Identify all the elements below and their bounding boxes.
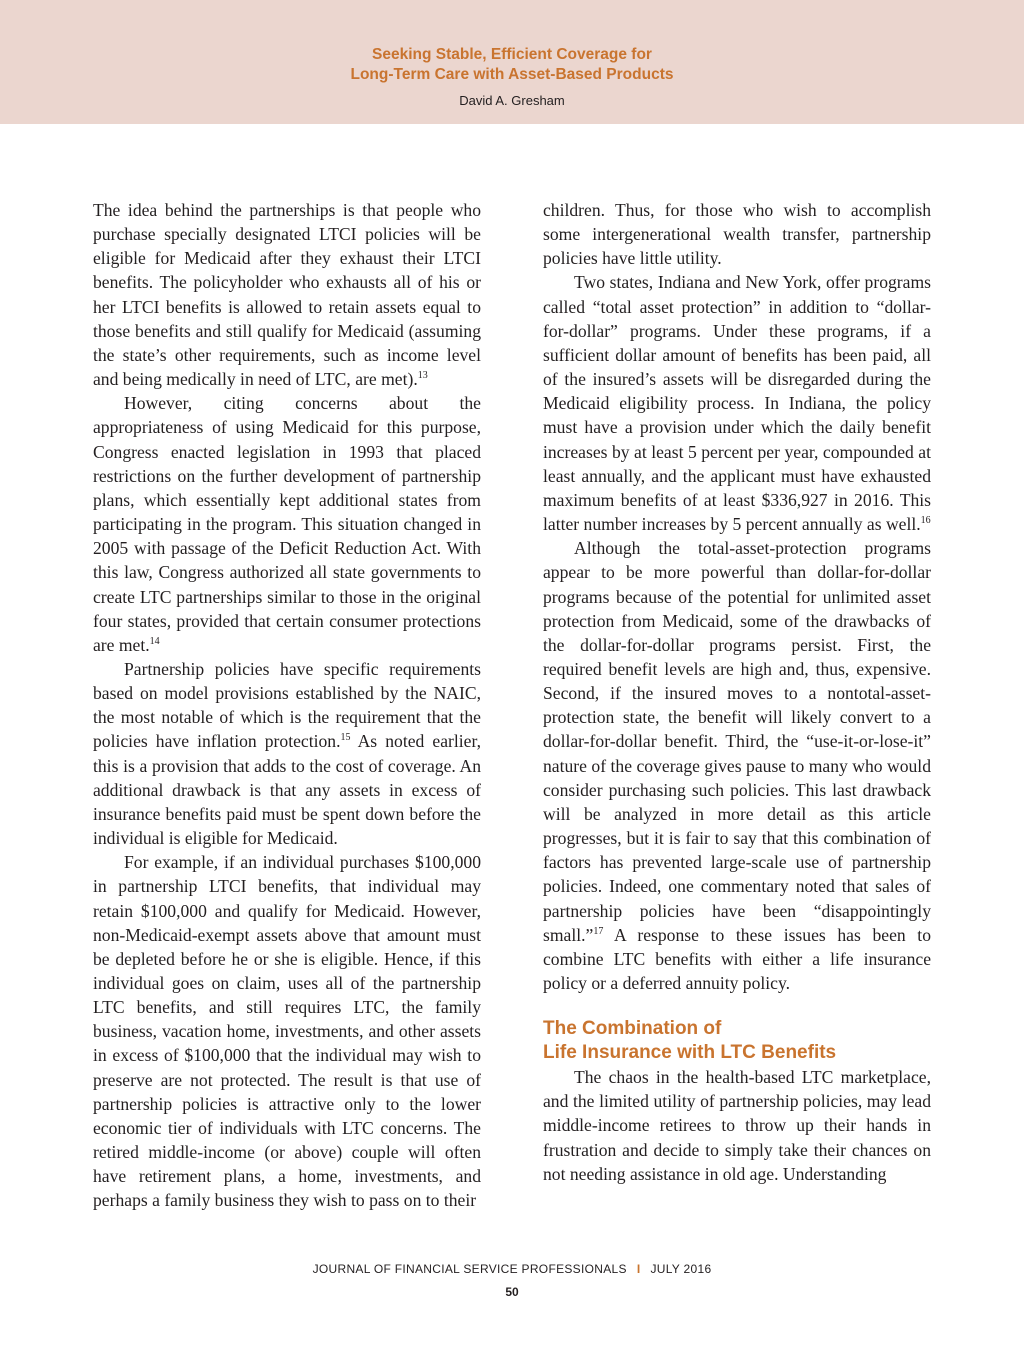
paragraph: Partnership policies have specific requirements based on model provisions established by the NAIC, the most notable of which is the requirement that the policies have inflation protection.$^{15}$ As noted earlier, this is a provision that adds to the cost of coverage. An additional drawback is that any assets in excess of insurance benefits paid must be spent down before the individual is eligible for Medicaid. — [93, 658, 482, 849]
footnote-ref: 17 — [593, 925, 604, 937]
article-header — [0, 0, 1024, 124]
section-heading-line-1: The Combination of — [543, 1018, 722, 1040]
paragraph: Although the total-asset-protection programs appear to be more powerful than dollar-for-dollar programs because of the potential for unlimited asset protection from Medicaid, some of the drawbacks of the dollar-for-dollar programs persist. First, the required benefit levels are high and, thus, expensive. Second, if the insured moves to a nontotal-asset-protection state, the benefit will likely convert to a dollar-for-dollar benefit. Third, the “use-it-or-lose-it” nature of the coverage gives pause to many who would consider purchasing such policies. This last drawback will be analyzed in more detail as this article progresses, but it is fair to say that this combination of factors has prevented large-scale use of partnership policies. Indeed, one commentary noted that sales of partnership policies have been “disappointingly small.”$^{17}$ A response to these issues has been to combine LTC benefits with either a life insurance policy or a deferred annuity policy. — [543, 538, 931, 993]
article-title-line-1: Seeking Stable, Efficient Coverage for — [372, 46, 652, 63]
paragraph: Two states, Indiana and New York, offer programs called “total asset protection” in addition to “dollar-for-dollar” programs. Under these programs, if a sufficient dollar amount of benefits has been paid, all of the insured’s assets will be disregarded during the Medicaid eligibility process. In Indiana, the policy must have a provision under which the daily benefit increases by at least 5 percent per year, compounded at least annually, and the applicant must have exhausted maximum benefits of at least $336,927 in 2016. This latter number increases by 5 percent annually as well.$^{16}$ — [543, 272, 931, 535]
article-title — [0, 45, 1024, 85]
footnote-ref: 15 — [340, 732, 351, 744]
page-number: 50 — [505, 1285, 519, 1299]
right-column — [543, 198, 931, 1186]
left-column — [93, 198, 481, 1213]
section-heading-line-2: Life Insurance with LTC Benefits — [543, 1042, 837, 1064]
paragraph: The chaos in the health-based LTC marketplace, and the limited utility of partnership policies, may lead middle-income retirees to throw up their hands in frustration and decide to simply take their chances on not needing assistance in old age. Understanding — [543, 1067, 931, 1184]
footnote-ref: 16 — [920, 515, 931, 527]
page-footer — [0, 1262, 1024, 1276]
paragraph: The idea behind the partnerships is that people who purchase specially designated LTCI policies will be eligible for Medicaid after they exhaust their LTCI benefits. The policyholder who exhausts all of his or her LTCI benefits is allowed to retain assets equal to those benefits and still qualify for Medicaid (assuming the state’s other requirements, such as income level and being medically in need of LTC, are met).$^{13}$ — [93, 200, 481, 390]
article-author: David A. Gresham — [459, 93, 565, 108]
footnote-ref: 13 — [417, 370, 428, 382]
paragraph: children. Thus, for those who wish to accomplish some intergenerational wealth transfer, partnership policies have little utility. — [543, 200, 931, 269]
paragraph: For example, if an individual purchases $100,000 in partnership LTCI benefits, that individual may retain $100,000 and qualify for Medicaid. However, non-Medicaid-exempt assets above that amount must be depleted before he or she is eligible. Hence, if this individual goes on claim, uses all of the partnership LTC benefits, and still requires LTC, the family business, vacation home, investments, and other assets in excess of $100,000 that the individual may wish to preserve are not protected. The result is that use of partnership policies is attractive only to the lower economic tier of individuals with LTC concerns. The retired middle-income (or above) couple will often have retirement plans, a home, investments, and perhaps a family business they wish to pass on to their — [93, 852, 481, 1211]
footnote-ref: 14 — [149, 635, 160, 647]
article-title-line-2: Long-Term Care with Asset-Based Products — [350, 66, 674, 83]
paragraph: However, citing concerns about the appropriateness of using Medicaid for this purpose, Congress enacted legislation in 1993 that placed restrictions on the further development of partnership plans, which essentially kept additional states from participating in the program. This situation changed in 2005 with passage of the Deficit Reduction Act. With this law, Congress authorized all state governments to create LTC partnerships similar to those in the original four states, provided that certain consumer protections are met.$^{14}$ — [93, 393, 481, 655]
issue-date: JULY 2016 — [650, 1262, 712, 1276]
section-heading — [543, 1017, 931, 1065]
footer-separator: I — [636, 1262, 641, 1276]
journal-name: JOURNAL OF FINANCIAL SERVICE PROFESSIONALS — [312, 1262, 627, 1276]
